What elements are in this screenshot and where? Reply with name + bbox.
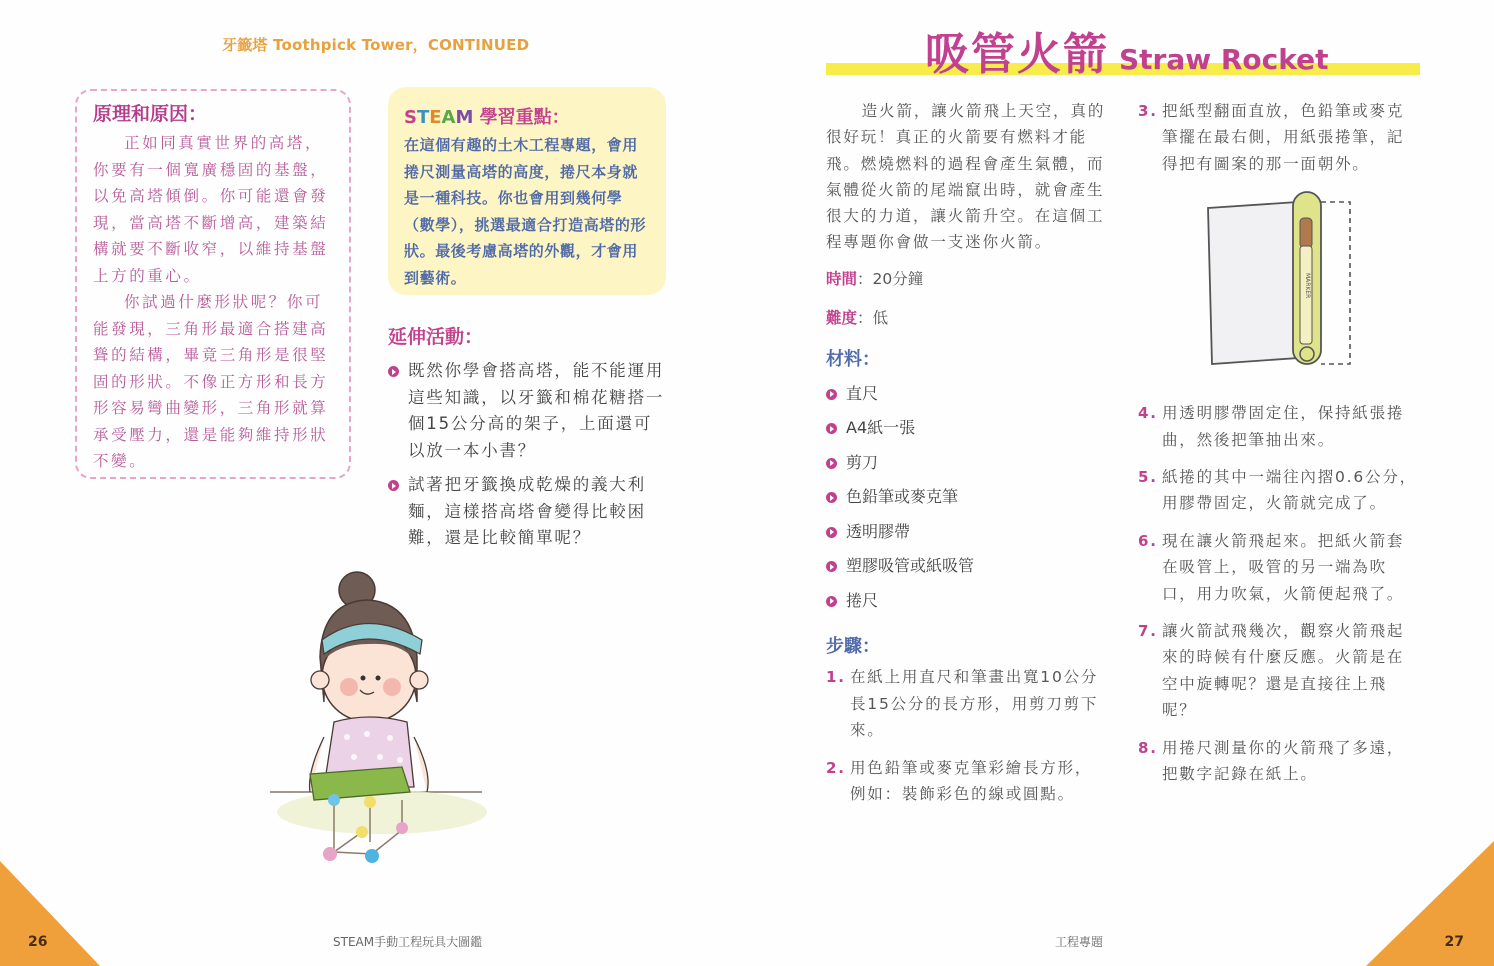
extension-list bbox=[388, 358, 670, 560]
book-title-footer: STEAM手動工程玩具大圖鑑 bbox=[333, 935, 483, 949]
steam-letter-e: E bbox=[429, 107, 442, 128]
step-text: 讓火箭試飛幾次，觀察火箭飛起來的時候有什麼反應。火箭是在空中旋轉呢？還是直接往上飛呢？ bbox=[1162, 622, 1405, 720]
arrow-bullet-icon bbox=[826, 389, 837, 400]
intro-paragraph: 造火箭，讓火箭飛上天空，真的很好玩！真正的火箭要有燃料才能飛。燃燒燃料的過程會產生氣體，而氣體從火箭的尾端竄出時，就會產生很大的力道，讓火箭升空。在這個工程專題你會做一支迷你火箭。 bbox=[826, 102, 1106, 252]
extension-item-text: 既然你學會搭高塔，能不能運用這些知識，以牙籤和棉花糖搭一個15公分高的架子，上面還可以放一本小書？ bbox=[408, 361, 665, 460]
title-en: Straw Rocket bbox=[1119, 43, 1329, 76]
step-number: 2. bbox=[826, 758, 846, 777]
principle-paragraph-2: 你試過什麼形狀呢？你可能發現，三角形最適合搭建高聳的結構，畢竟三角形是很堅固的形狀。不像正方形和長方形容易彎曲變形，三角形就算承受壓力，還是能夠維持形狀不變。 bbox=[93, 293, 329, 470]
step-text: 用色鉛筆或麥克筆彩繪長方形，例如：裝飾彩色的線或圓點。 bbox=[850, 758, 1093, 803]
step-number: 3. bbox=[1138, 102, 1158, 120]
arrow-bullet-icon bbox=[826, 527, 837, 538]
arrow-bullet-icon bbox=[826, 596, 837, 607]
steps-list-a bbox=[826, 664, 1108, 807]
difficulty-value: ：低 bbox=[857, 308, 889, 327]
step-item bbox=[1138, 618, 1420, 724]
arrow-bullet-icon bbox=[388, 366, 399, 377]
steam-text: 在這個有趣的土木工程專題，會用捲尺測量高塔的高度，捲尺本身就是一種科技。你也會用到幾何學（數學），挑選最適合打造高塔的形狀。最後考慮高塔的外觀，才會用到藝術。 bbox=[404, 136, 647, 287]
extension-item-text: 試著把牙籤換成乾燥的義大利麵，這樣搭高塔會變得比較困難，還是比較簡單呢？ bbox=[408, 475, 646, 547]
material-item bbox=[826, 549, 1108, 584]
right-column-b bbox=[1138, 98, 1420, 799]
step-text: 現在讓火箭飛起來。把紙火箭套在吸管上，吸管的另一端為吹口，用力吹氣，火箭便起飛了。 bbox=[1162, 531, 1405, 603]
arrow-bullet-icon bbox=[826, 492, 837, 503]
steam-letter-m: M bbox=[455, 107, 474, 128]
step-item bbox=[1138, 400, 1420, 453]
steam-letter-t: T bbox=[416, 107, 430, 128]
time-label: 時間 bbox=[826, 269, 858, 288]
principle-box bbox=[75, 89, 351, 479]
materials-title: 材料： bbox=[826, 348, 880, 370]
step-text: 把紙型翻面直放，色鉛筆或麥克筆擺在最右側，用紙張捲筆，記得把有圖案的那一面朝外。 bbox=[1162, 102, 1405, 173]
material-item bbox=[826, 446, 1108, 481]
principle-title: 原理和原因： bbox=[93, 103, 208, 125]
material-item bbox=[826, 377, 1108, 412]
step-text: 用捲尺測量你的火箭飛了多遠，把數字記錄在紙上。 bbox=[1162, 738, 1405, 784]
step-item bbox=[826, 664, 1108, 743]
step-number: 4. bbox=[1138, 404, 1158, 423]
steam-box bbox=[388, 87, 666, 295]
step-item bbox=[1138, 464, 1420, 517]
principle-paragraph-1: 正如同真實世界的高塔，你要有一個寬廣穩固的基盤，以免高塔傾倒。你可能還會發現，當高塔不斷增高，建築結構就要不斷收窄，以維持基盤上方的重心。 bbox=[93, 134, 329, 285]
material-text: 直尺 bbox=[846, 383, 879, 403]
step-text: 用透明膠帶固定住，保持紙張捲曲，然後把筆抽出來。 bbox=[1162, 404, 1405, 449]
arrow-bullet-icon bbox=[826, 423, 837, 434]
page-corner-decoration bbox=[1366, 841, 1494, 966]
time-value: ：20分鐘 bbox=[857, 269, 924, 288]
material-item bbox=[826, 584, 1108, 619]
step-number: 6. bbox=[1138, 531, 1158, 550]
material-text: 捲尺 bbox=[846, 590, 879, 610]
arrow-bullet-icon bbox=[826, 458, 837, 469]
extension-item bbox=[388, 358, 670, 464]
steam-letter-s: S bbox=[404, 107, 417, 128]
right-column-a bbox=[826, 98, 1108, 818]
step-number: 1. bbox=[826, 668, 846, 687]
steps-list-b bbox=[1138, 98, 1420, 177]
steam-title bbox=[404, 103, 652, 129]
arrow-bullet-icon bbox=[388, 480, 399, 491]
material-text: 剪刀 bbox=[846, 452, 879, 472]
step-number: 7. bbox=[1138, 622, 1158, 641]
arrow-bullet-icon bbox=[826, 561, 837, 572]
material-item bbox=[826, 480, 1108, 515]
material-item bbox=[826, 411, 1108, 446]
material-text: 透明膠帶 bbox=[846, 521, 911, 541]
materials-list bbox=[826, 377, 1108, 619]
step-text: 紙捲的其中一端往內摺0.6公分，用膠帶固定，火箭就完成了。 bbox=[1162, 468, 1417, 513]
steps-list-c bbox=[1138, 400, 1420, 787]
steps-title: 步驟： bbox=[826, 636, 880, 658]
page-number: 27 bbox=[1444, 934, 1464, 950]
step-text: 在紙上用直尺和筆畫出寬10公分長15公分的長方形，用剪刀剪下來。 bbox=[850, 668, 1099, 740]
material-item bbox=[826, 515, 1108, 550]
page-title bbox=[925, 18, 1329, 82]
difficulty-label: 難度 bbox=[826, 308, 858, 327]
steam-title-zh: 學習重點： bbox=[473, 107, 570, 128]
step-item bbox=[1138, 98, 1420, 177]
material-text: 塑膠吸管或紙吸管 bbox=[846, 556, 975, 576]
step-item bbox=[1138, 735, 1420, 788]
step-number: 8. bbox=[1138, 738, 1158, 757]
extension-title: 延伸活動： bbox=[388, 326, 484, 348]
difficulty-row bbox=[826, 305, 1108, 331]
extension-item bbox=[388, 472, 670, 552]
time-row bbox=[826, 266, 1108, 292]
step-item bbox=[1138, 528, 1420, 607]
section-footer: 工程專題 bbox=[1055, 935, 1104, 949]
step-item bbox=[826, 755, 1108, 808]
step-number: 5. bbox=[1138, 468, 1158, 487]
title-zh: 吸管火箭 bbox=[925, 29, 1109, 80]
marker-label: MARKER bbox=[1304, 273, 1311, 299]
page-number: 26 bbox=[28, 934, 48, 950]
steam-letter-a: A bbox=[441, 107, 456, 128]
girl-with-tower-illustration bbox=[262, 562, 522, 872]
paper-rolled-marker-illustration bbox=[1138, 188, 1420, 376]
page-corner-decoration bbox=[0, 861, 100, 966]
running-head: 牙籤塔 Toothpick Tower，CONTINUED bbox=[222, 36, 530, 54]
material-text: A4紙一張 bbox=[846, 418, 916, 438]
material-text: 色鉛筆或麥克筆 bbox=[846, 487, 959, 507]
